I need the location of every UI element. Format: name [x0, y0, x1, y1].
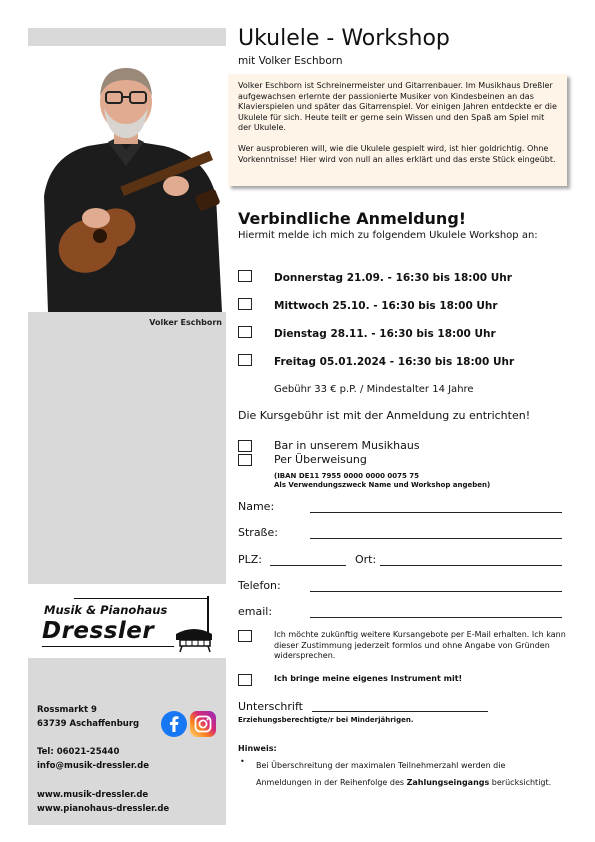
- street-field[interactable]: [310, 538, 562, 539]
- pay-option-transfer: Per Überweisung: [274, 453, 367, 466]
- zip-label: PLZ:: [238, 553, 263, 566]
- checkbox-pay-transfer[interactable]: [238, 454, 252, 466]
- phone-number: Tel: 06021-25440: [37, 747, 120, 757]
- zip-field[interactable]: [270, 565, 346, 566]
- name-field[interactable]: [310, 512, 562, 513]
- fee-note: Die Kursgebühr ist mit der Anmeldung zu entrichten!: [238, 409, 531, 422]
- date-label-2: Mittwoch 25.10. - 16:30 bis 18:00 Uhr: [274, 300, 498, 312]
- city-field[interactable]: [380, 565, 562, 566]
- hint-text: [256, 757, 556, 791]
- website-link-pianohaus[interactable]: www.pianohaus-dressler.de: [37, 804, 170, 814]
- checkbox-date-1[interactable]: [238, 270, 252, 282]
- intro-box: [228, 74, 567, 186]
- hint-text-bold: Zahlungseingangs: [406, 778, 490, 787]
- page-title: Ukulele - Workshop: [238, 26, 450, 51]
- checkbox-date-4[interactable]: [238, 354, 252, 366]
- hint-text-before: Bei Überschreitung der maximalen Teilnehmerzahl werden die Anmeldungen in der Reihenfolge des: [256, 761, 506, 787]
- logo-underline: [42, 646, 174, 647]
- signature-note: Erziehungsberechtigte/r bei Minderjährigen.: [238, 716, 414, 724]
- email-field[interactable]: [310, 617, 562, 618]
- checkbox-date-3[interactable]: [238, 326, 252, 338]
- consent-text: Ich möchte zukünftig weitere Kursangebote per E-Mail erhalten. Ich kann dieser Zustimmung jederzeit formlos und ohne Angabe von Gründen widersprechen.: [274, 630, 566, 660]
- fee-text: Gebühr 33 € p.P. / Mindestalter 14 Jahre: [274, 384, 474, 395]
- name-label: Name:: [238, 500, 275, 513]
- hint-label: Hinweis:: [238, 744, 277, 753]
- registration-heading: Verbindliche Anmeldung!: [238, 209, 467, 228]
- date-label-4: Freitag 05.01.2024 - 16:30 bis 18:00 Uhr: [274, 356, 515, 368]
- intro-paragraph-1: Volker Eschborn ist Schreinermeister und Gitarrenbauer. Im Musikhaus Dreßler aufgewachsen erlernte der passionierte Musiker von Kindesbeinen an das Klavierspielen und später das Gitarrenspiel. Vor einigen Jahren entdeckte er die Ukulele für sich. Heute teilt er gerne sein Wissen und den Spaß am Spiel mit der Ukulele.: [238, 81, 557, 133]
- phone-field[interactable]: [310, 591, 562, 592]
- instructor-photo: [28, 46, 226, 312]
- email-link[interactable]: info@musik-dressler.de: [37, 761, 149, 771]
- website-link-musik[interactable]: www.musik-dressler.de: [37, 790, 149, 800]
- pay-option-cash: Bar in unserem Musikhaus: [274, 439, 420, 452]
- city-label: Ort:: [355, 553, 377, 566]
- address-city: 63739 Aschaffenburg: [37, 719, 140, 729]
- checkbox-own-instrument[interactable]: [238, 674, 252, 686]
- facebook-icon[interactable]: [160, 710, 188, 738]
- phone-label: Telefon:: [238, 579, 281, 592]
- street-label: Straße:: [238, 526, 278, 539]
- piano-icon: [172, 594, 216, 654]
- logo-subline: Musik & Pianohaus: [44, 603, 168, 617]
- photo-caption: Volker Eschborn: [149, 318, 222, 327]
- date-label-3: Dienstag 28.11. - 16:30 bis 18:00 Uhr: [274, 328, 496, 340]
- checkbox-date-2[interactable]: [238, 298, 252, 310]
- page-subtitle: mit Volker Eschborn: [238, 55, 343, 67]
- checkbox-pay-cash[interactable]: [238, 440, 252, 452]
- date-label-1: Donnerstag 21.09. - 16:30 bis 18:00 Uhr: [274, 272, 512, 284]
- intro-paragraph-2: Wer ausprobieren will, wie die Ukulele gespielt wird, ist hier goldrichtig. Ohne Vorkenntnisse! Hier wird von null an alles erklärt und das erste Stück eingeübt.: [238, 143, 556, 164]
- logo-name: Dressler: [42, 618, 155, 644]
- address-street: Rossmarkt 9: [37, 705, 97, 715]
- own-instrument-text: Ich bringe meine eigenes Instrument mit!: [274, 674, 463, 683]
- iban-note: Als Verwendungszweck Name und Workshop angeben): [274, 481, 491, 489]
- hint-bullet: •: [240, 757, 245, 766]
- checkbox-newsletter[interactable]: [238, 630, 252, 642]
- email-label: email:: [238, 605, 273, 618]
- iban-line: (IBAN DE11 7955 0000 0000 0075 75: [274, 472, 420, 480]
- iban-info: [274, 472, 490, 490]
- instructor-illustration: [28, 46, 226, 312]
- signature-field[interactable]: [312, 711, 488, 712]
- instagram-icon[interactable]: [189, 710, 217, 738]
- registration-text: Hiermit melde ich mich zu folgendem Ukulele Workshop an:: [238, 230, 538, 241]
- hint-text-after: berücksichtigt.: [489, 778, 552, 787]
- signature-label: Unterschrift: [238, 700, 303, 713]
